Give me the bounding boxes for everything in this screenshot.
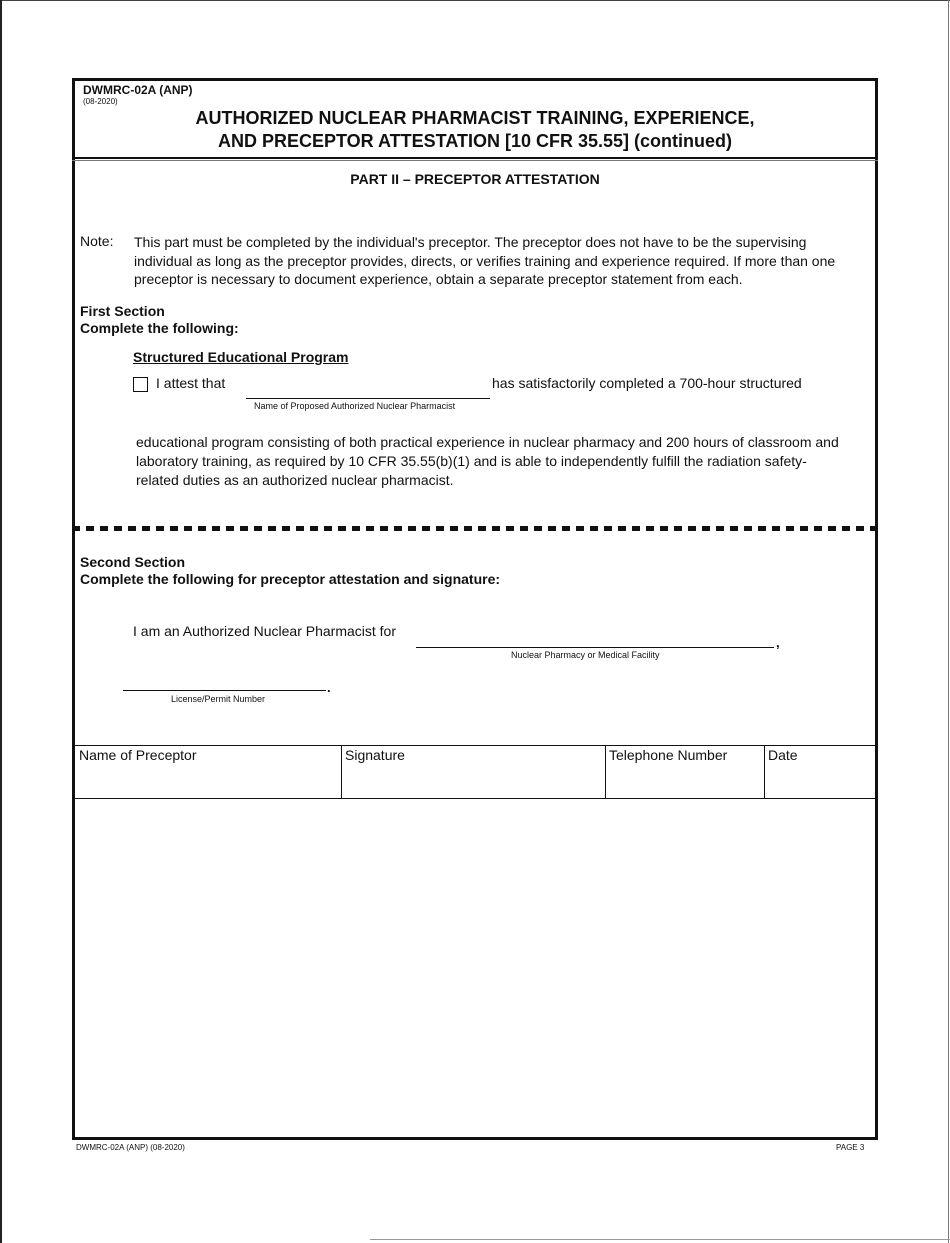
page-edge-bottom: [370, 1239, 950, 1240]
preceptor-name-cell[interactable]: [76, 770, 338, 796]
col-signature: Signature: [345, 747, 405, 763]
signature-table-top: [72, 745, 878, 746]
pharmacist-name-caption: Name of Proposed Authorized Nuclear Pharmacist: [254, 401, 456, 411]
facility-field[interactable]: [416, 647, 774, 648]
footer-page-number: PAGE 3: [836, 1143, 865, 1152]
note-text: This part must be completed by the individual's preceptor. The preceptor does not have to be the supervising individual as long as the preceptor provides, directs, or verifies training and experience required. If more than one preceptor is necessary to document experience, obtain a separate preceptor statement from each.: [134, 234, 836, 287]
col-name-of-preceptor: Name of Preceptor: [79, 747, 197, 763]
second-section-heading: Second Section: [80, 554, 186, 570]
facility-comma: ,: [776, 635, 780, 650]
footer-form-id: DWMRC-02A (ANP) (08-2020): [76, 1143, 185, 1152]
header-divider: [72, 157, 878, 159]
pharmacist-name-field[interactable]: [246, 398, 490, 399]
telephone-cell[interactable]: [608, 770, 761, 796]
table-col-divider: [764, 745, 765, 799]
attest-suffix: has satisfactorily completed a 700-hour structured: [492, 375, 802, 391]
page-edge-top: [0, 0, 950, 1]
form-id: DWMRC-02A (ANP): [83, 83, 193, 97]
form-revision-date: (08-2020): [83, 97, 118, 106]
facility-caption: Nuclear Pharmacy or Medical Facility: [511, 650, 660, 660]
attest-prefix: I attest that: [156, 375, 226, 391]
form-title-line-1: AUTHORIZED NUCLEAR PHARMACIST TRAINING, EXPERIENCE,: [195, 108, 755, 128]
program-title: Structured Educational Program: [133, 349, 349, 365]
date-cell[interactable]: [767, 770, 873, 796]
note-label: Note:: [80, 233, 114, 249]
signature-table-bottom: [72, 798, 878, 799]
signature-cell[interactable]: [344, 770, 602, 796]
col-telephone-number: Telephone Number: [609, 747, 728, 763]
part-title: PART II – PRECEPTOR ATTESTATION: [350, 171, 600, 187]
first-section-heading: First Section: [80, 303, 165, 319]
table-col-divider: [605, 745, 606, 799]
table-col-divider: [341, 745, 342, 799]
form-title-line-2: AND PRECEPTOR ATTESTATION [10 CFR 35.55] (continued): [217, 131, 733, 151]
license-caption: License/Permit Number: [171, 694, 266, 704]
attest-checkbox[interactable]: [133, 377, 148, 392]
anp-prefix: I am an Authorized Nuclear Pharmacist for: [133, 623, 397, 639]
header-divider-shadow: [72, 160, 878, 161]
license-period: .: [327, 680, 331, 695]
col-date: Date: [768, 747, 798, 763]
program-body-text: educational program consisting of both practical experience in nuclear pharmacy and 200 hours of classroom and laboratory training, as required by 10 CFR 35.55(b)(1) and is able to independently fulfill the radiation safety-related duties as an authorized nuclear pharmacist.: [136, 434, 839, 488]
second-section-instruction: Complete the following for preceptor attestation and signature:: [80, 571, 501, 587]
license-field[interactable]: [123, 690, 326, 691]
first-section-instruction: Complete the following:: [80, 320, 239, 336]
section-divider-dashed: [72, 526, 878, 531]
